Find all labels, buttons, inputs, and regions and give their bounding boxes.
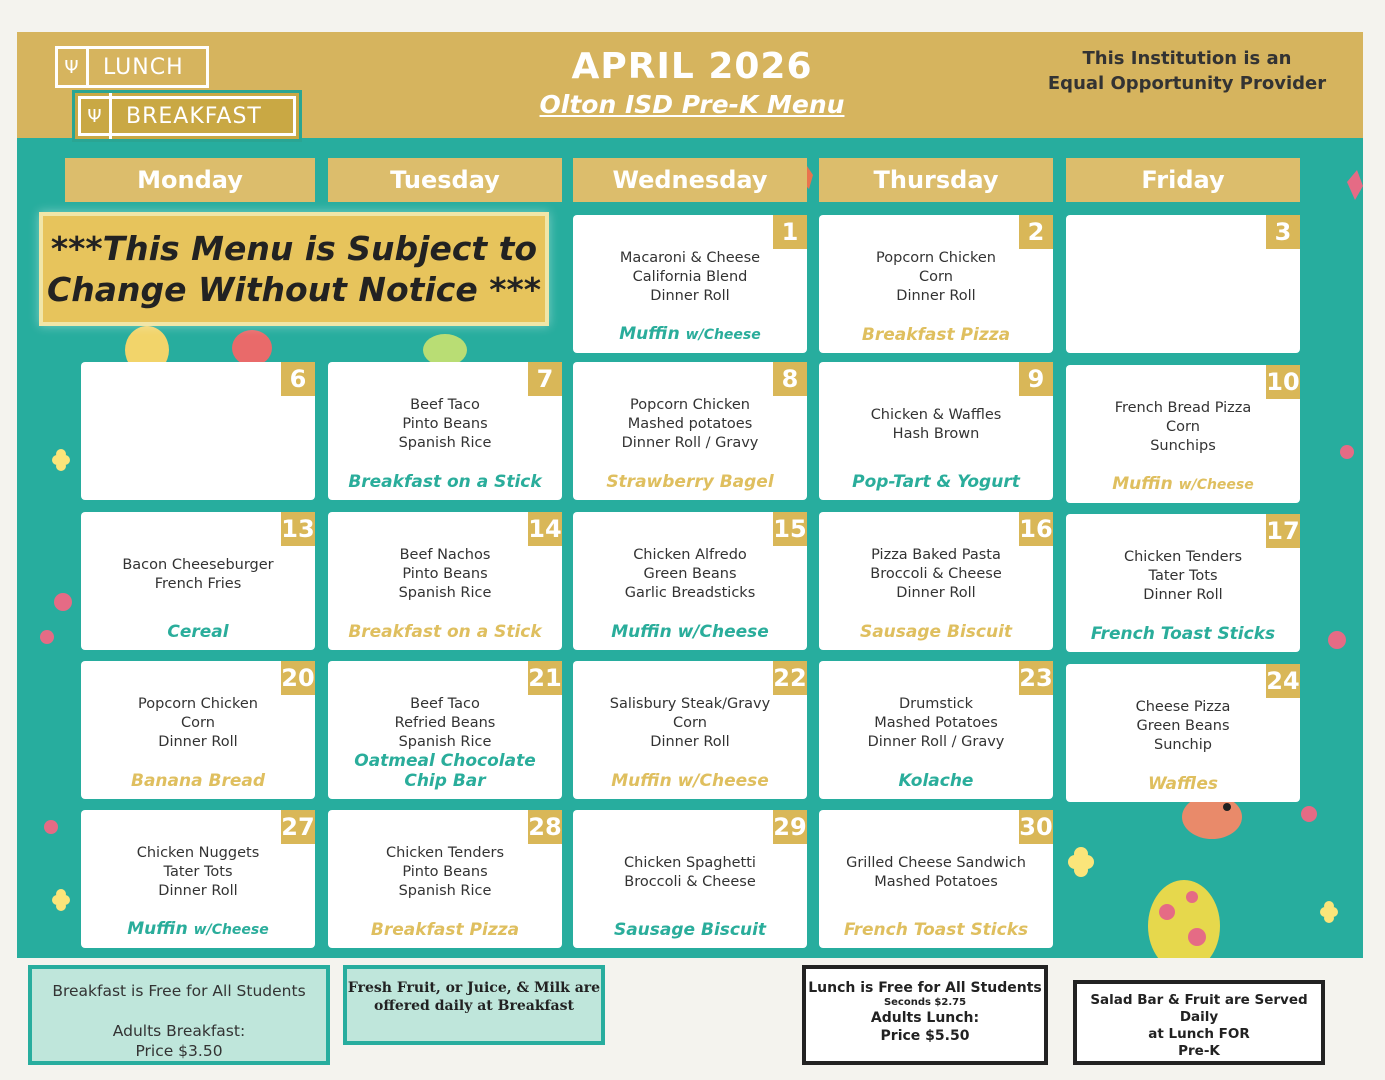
fruit-line: Fresh Fruit, or Juice, & Milk are bbox=[347, 980, 601, 996]
lunch-item: Mashed Potatoes bbox=[874, 874, 998, 890]
lunch-item: Tater Tots bbox=[163, 864, 233, 880]
breakfast-item-label: Muffin w/Cheese bbox=[611, 771, 769, 791]
breakfast-item bbox=[577, 920, 803, 940]
lunch-item: Corn bbox=[1166, 419, 1200, 435]
breakfast-item bbox=[332, 472, 558, 492]
breakfast-item-label: Muffin bbox=[127, 919, 194, 939]
lunch-item: Beef Nachos bbox=[399, 547, 491, 563]
lunch-item: Spanish Rice bbox=[398, 435, 492, 451]
day-number: 22 bbox=[773, 661, 807, 695]
lunch-items bbox=[89, 844, 307, 901]
breakfast-tag bbox=[72, 90, 302, 142]
day-number: 28 bbox=[528, 810, 562, 844]
day-cell bbox=[1066, 664, 1300, 802]
lunch-item: Popcorn Chicken bbox=[876, 250, 996, 266]
lunch-items bbox=[827, 695, 1045, 752]
day-cell bbox=[573, 362, 807, 500]
lunch-item: Mashed Potatoes bbox=[874, 715, 998, 731]
page-subtitle: Olton ISD Pre-K Menu bbox=[539, 90, 845, 119]
lunch-item: Pinto Beans bbox=[402, 566, 488, 582]
breakfast-item bbox=[1070, 474, 1296, 495]
day-number: 9 bbox=[1019, 362, 1053, 396]
lunch-free-text: Lunch is Free for All Students bbox=[808, 980, 1042, 996]
day-number: 15 bbox=[773, 512, 807, 546]
day-cell bbox=[573, 512, 807, 650]
equal-opportunity-statement bbox=[1047, 46, 1327, 96]
lunch-item: Salisbury Steak/Gravy bbox=[609, 696, 771, 712]
fruit-line: offered daily at Breakfast bbox=[374, 998, 574, 1014]
lunch-item: Grilled Cheese Sandwich bbox=[846, 855, 1026, 871]
lunch-item: Cheese Pizza bbox=[1135, 699, 1231, 715]
lunch-item: Dinner Roll bbox=[158, 883, 238, 899]
lunch-item: Dinner Roll bbox=[650, 734, 730, 750]
lunch-item: Garlic Breadsticks bbox=[624, 585, 756, 601]
day-header-thursday: Thursday bbox=[819, 158, 1053, 202]
lunch-items bbox=[581, 854, 799, 892]
fork-icon: Ψ bbox=[58, 49, 89, 85]
lunch-item: Chicken Spaghetti bbox=[624, 855, 756, 871]
day-number: 27 bbox=[281, 810, 315, 844]
lunch-tag bbox=[55, 46, 209, 88]
header-bar bbox=[17, 32, 1363, 138]
breakfast-item-label: Breakfast Pizza bbox=[861, 325, 1011, 345]
menu-sheet bbox=[17, 32, 1363, 958]
breakfast-item bbox=[1070, 774, 1296, 794]
breakfast-item-label: Oatmeal Chocolate Chip Bar bbox=[354, 751, 536, 791]
eop-line: This Institution is an bbox=[1082, 48, 1292, 69]
lunch-item: Macaroni & Cheese bbox=[619, 250, 761, 266]
lunch-item: Broccoli & Cheese bbox=[870, 566, 1002, 582]
day-cell bbox=[81, 661, 315, 799]
lunch-item: French Fries bbox=[154, 576, 242, 592]
salad-line: Salad Bar & Fruit are Served Daily bbox=[1090, 992, 1308, 1025]
day-cell bbox=[328, 512, 562, 650]
lunch-item: Tater Tots bbox=[1148, 568, 1218, 584]
lunch-item: Beef Taco bbox=[410, 696, 480, 712]
day-number: 7 bbox=[528, 362, 562, 396]
breakfast-item-label: Sausage Biscuit bbox=[859, 622, 1013, 642]
lunch-items bbox=[1074, 548, 1292, 605]
day-number: 21 bbox=[528, 661, 562, 695]
lunch-item: Dinner Roll bbox=[1143, 587, 1223, 603]
breakfast-item-label: French Toast Sticks bbox=[1090, 624, 1276, 644]
breakfast-item-label: Muffin bbox=[1112, 474, 1179, 494]
adults-lunch-price: Price $5.50 bbox=[880, 1028, 970, 1044]
day-number: 1 bbox=[773, 215, 807, 249]
day-cell bbox=[573, 661, 807, 799]
lunch-items bbox=[581, 396, 799, 453]
lunch-item: Popcorn Chicken bbox=[138, 696, 258, 712]
day-cell bbox=[328, 362, 562, 500]
salad-line: Pre-K bbox=[1178, 1043, 1220, 1059]
lunch-item: Pizza Baked Pasta bbox=[871, 547, 1001, 563]
adults-breakfast-label: Adults Breakfast: bbox=[112, 1022, 246, 1040]
day-cell bbox=[328, 810, 562, 948]
salad-line: at Lunch FOR bbox=[1148, 1026, 1250, 1042]
day-header-friday: Friday bbox=[1066, 158, 1300, 202]
lunch-items bbox=[1074, 399, 1292, 456]
day-cell bbox=[328, 661, 562, 799]
breakfast-info-box bbox=[28, 965, 330, 1065]
breakfast-item bbox=[85, 622, 311, 642]
lunch-items bbox=[827, 854, 1045, 892]
lunch-items bbox=[89, 556, 307, 594]
lunch-item: Chicken Alfredo bbox=[633, 547, 747, 563]
breakfast-item bbox=[332, 751, 558, 791]
breakfast-item-label: Cereal bbox=[167, 622, 229, 642]
day-cell bbox=[81, 362, 315, 500]
lunch-item: Dinner Roll / Gravy bbox=[867, 734, 1005, 750]
lunch-items bbox=[581, 695, 799, 752]
day-cell bbox=[81, 810, 315, 948]
breakfast-item-label: Banana Bread bbox=[130, 771, 265, 791]
lunch-item: Dinner Roll bbox=[650, 288, 730, 304]
lunch-item: Chicken Tenders bbox=[385, 845, 505, 861]
day-cell bbox=[819, 661, 1053, 799]
lunch-item: Corn bbox=[673, 715, 707, 731]
day-header-tuesday: Tuesday bbox=[328, 158, 562, 202]
eop-line: Equal Opportunity Provider bbox=[1047, 73, 1327, 94]
lunch-items bbox=[336, 546, 554, 603]
breakfast-item bbox=[577, 472, 803, 492]
day-number: 30 bbox=[1019, 810, 1053, 844]
lunch-items bbox=[827, 249, 1045, 306]
lunch-item: Beef Taco bbox=[410, 397, 480, 413]
lunch-item: Dinner Roll bbox=[158, 734, 238, 750]
lunch-item: Spanish Rice bbox=[398, 883, 492, 899]
lunch-item: Bacon Cheeseburger bbox=[122, 557, 274, 573]
day-cell bbox=[819, 215, 1053, 353]
day-number: 6 bbox=[281, 362, 315, 396]
breakfast-item-suffix: w/Cheese bbox=[685, 327, 761, 343]
lunch-item: Chicken Nuggets bbox=[136, 845, 260, 861]
breakfast-item-label: Muffin w/Cheese bbox=[611, 622, 769, 642]
lunch-items bbox=[336, 844, 554, 901]
notice-line: ***This Menu is Subject to bbox=[50, 229, 538, 268]
lunch-item: Spanish Rice bbox=[398, 585, 492, 601]
day-cell bbox=[1066, 514, 1300, 652]
breakfast-item-label: Breakfast Pizza bbox=[370, 920, 520, 940]
day-number: 3 bbox=[1266, 215, 1300, 249]
day-number: 20 bbox=[281, 661, 315, 695]
lunch-item: Mashed potatoes bbox=[627, 416, 753, 432]
lunch-item: Dinner Roll bbox=[896, 288, 976, 304]
day-number: 8 bbox=[773, 362, 807, 396]
lunch-item: Dinner Roll bbox=[896, 585, 976, 601]
day-cell bbox=[573, 810, 807, 948]
breakfast-item bbox=[577, 324, 803, 345]
lunch-item: Sunchips bbox=[1150, 438, 1216, 454]
day-header-monday: Monday bbox=[65, 158, 315, 202]
breakfast-item bbox=[1070, 624, 1296, 644]
breakfast-item-label: Breakfast on a Stick bbox=[348, 472, 542, 492]
day-cell bbox=[819, 362, 1053, 500]
breakfast-item-label: French Toast Sticks bbox=[843, 920, 1029, 940]
breakfast-item bbox=[823, 325, 1049, 345]
breakfast-item bbox=[332, 920, 558, 940]
breakfast-tag-label: BREAKFAST bbox=[126, 103, 262, 129]
day-number: 2 bbox=[1019, 215, 1053, 249]
breakfast-item bbox=[823, 472, 1049, 492]
breakfast-free-text: Breakfast is Free for All Students bbox=[52, 982, 306, 1000]
day-number: 23 bbox=[1019, 661, 1053, 695]
day-cell bbox=[1066, 215, 1300, 353]
lunch-item: Dinner Roll / Gravy bbox=[621, 435, 759, 451]
breakfast-item-label: Pop-Tart & Yogurt bbox=[852, 472, 1020, 492]
lunch-items bbox=[1074, 698, 1292, 755]
lunch-items bbox=[581, 249, 799, 306]
day-cell bbox=[1066, 365, 1300, 503]
lunch-item: Sunchip bbox=[1154, 737, 1212, 753]
day-number: 17 bbox=[1266, 514, 1300, 548]
breakfast-item-suffix: w/Cheese bbox=[193, 922, 269, 938]
lunch-item: Corn bbox=[181, 715, 215, 731]
day-number: 24 bbox=[1266, 664, 1300, 698]
lunch-item: Corn bbox=[919, 269, 953, 285]
lunch-items bbox=[827, 406, 1045, 444]
breakfast-item bbox=[85, 919, 311, 940]
lunch-items bbox=[827, 546, 1045, 603]
day-header-wednesday: Wednesday bbox=[573, 158, 807, 202]
breakfast-item-label: Waffles bbox=[1147, 774, 1219, 794]
lunch-item: Chicken & Waffles bbox=[870, 407, 1002, 423]
lunch-item: Refried Beans bbox=[394, 715, 496, 731]
lunch-items bbox=[336, 695, 554, 752]
breakfast-item bbox=[823, 622, 1049, 642]
notice-line: Change Without Notice *** bbox=[47, 270, 541, 309]
lunch-item: Green Beans bbox=[643, 566, 737, 582]
lunch-item: Popcorn Chicken bbox=[630, 397, 750, 413]
day-number: 14 bbox=[528, 512, 562, 546]
lunch-item: Drumstick bbox=[898, 696, 974, 712]
day-number: 13 bbox=[281, 512, 315, 546]
breakfast-item-suffix: w/Cheese bbox=[1178, 477, 1254, 493]
breakfast-item-label: Kolache bbox=[898, 771, 974, 791]
lunch-item: Broccoli & Cheese bbox=[624, 874, 756, 890]
lunch-item: French Bread Pizza bbox=[1114, 400, 1252, 416]
breakfast-item bbox=[577, 622, 803, 642]
menu-change-notice bbox=[39, 212, 549, 326]
breakfast-item bbox=[85, 771, 311, 791]
day-cell bbox=[573, 215, 807, 353]
lunch-item: Hash Brown bbox=[892, 426, 980, 442]
lunch-item: California Blend bbox=[632, 269, 748, 285]
lunch-item: Chicken Tenders bbox=[1123, 549, 1243, 565]
breakfast-item bbox=[823, 771, 1049, 791]
day-number: 10 bbox=[1266, 365, 1300, 399]
breakfast-item-label: Muffin bbox=[619, 324, 686, 344]
day-cell bbox=[81, 512, 315, 650]
breakfast-item-label: Breakfast on a Stick bbox=[348, 622, 542, 642]
lunch-items bbox=[581, 546, 799, 603]
seconds-price: Seconds $2.75 bbox=[883, 997, 967, 1008]
day-cell bbox=[819, 512, 1053, 650]
lunch-item: Pinto Beans bbox=[402, 416, 488, 432]
fruit-info-box bbox=[343, 965, 605, 1045]
day-number: 29 bbox=[773, 810, 807, 844]
day-cell bbox=[819, 810, 1053, 948]
lunch-item: Pinto Beans bbox=[402, 864, 488, 880]
adults-breakfast-price: Price $3.50 bbox=[135, 1042, 223, 1060]
breakfast-item bbox=[577, 771, 803, 791]
day-number: 16 bbox=[1019, 512, 1053, 546]
lunch-tag-label: LUNCH bbox=[103, 54, 184, 80]
lunch-items bbox=[336, 396, 554, 453]
page-title: APRIL 2026 bbox=[571, 46, 813, 87]
breakfast-item bbox=[332, 622, 558, 642]
breakfast-item bbox=[823, 920, 1049, 940]
salad-bar-info-box bbox=[1073, 980, 1325, 1065]
lunch-info-box bbox=[802, 965, 1048, 1065]
lunch-items bbox=[89, 695, 307, 752]
breakfast-item-label: Strawberry Bagel bbox=[606, 472, 774, 492]
lunch-item: Green Beans bbox=[1136, 718, 1230, 734]
lunch-item: Spanish Rice bbox=[398, 734, 492, 750]
breakfast-item-label: Sausage Biscuit bbox=[613, 920, 767, 940]
adults-lunch-label: Adults Lunch: bbox=[870, 1010, 980, 1026]
fork-icon: Ψ bbox=[81, 93, 112, 139]
